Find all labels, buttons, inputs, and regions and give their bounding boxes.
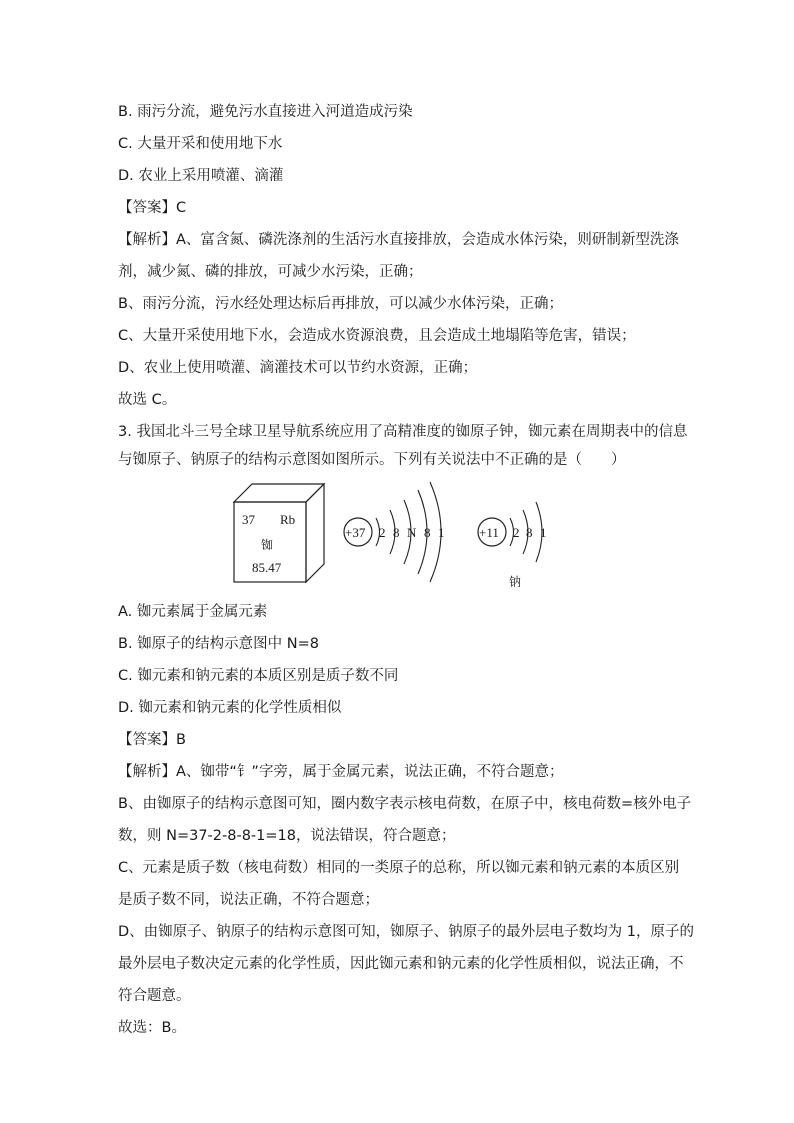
answer-2: 【答案】B <box>118 732 186 748</box>
selection-2: 故选：B。 <box>118 1020 186 1036</box>
rb-shell-label: 8 <box>424 525 431 540</box>
na-label: 钠 <box>509 575 522 589</box>
option-d: D. 农业上采用喷灌、滴灌 <box>118 168 284 184</box>
rb-nucleus: +37 <box>345 525 366 540</box>
explanation-1-line: 剂，减少氮、磷的排放，可减少水污染，正确； <box>118 264 423 280</box>
na-shell-label: 1 <box>540 525 547 540</box>
explanation-2-line: 最外层电子数决定元素的化学性质，因此铷元素和钠元素的化学性质相似，说法正确，不 <box>118 956 684 972</box>
element-name: 铷 <box>261 538 274 552</box>
na-nucleus: +11 <box>479 525 499 540</box>
selection-1: 故选 C。 <box>118 392 177 408</box>
question-3-line: 3. 我国北斗三号全球卫星导航系统应用了高精准度的铷原子钟，铷元素在周期表中的信息 <box>118 424 688 440</box>
option-b: B. 雨污分流，避免污水直接进入河道造成污染 <box>118 104 413 120</box>
question-3-option-a: A. 铷元素属于金属元素 <box>118 604 268 620</box>
explanation-2-line: B、由铷原子的结构示意图可知，圈内数字表示核电荷数，在原子中，核电荷数=核外电子 <box>118 796 692 812</box>
na-shell-label: 8 <box>526 525 533 540</box>
explanation-2-line: 【解析】A、铷带“钅”字旁，属于金属元素，说法正确，不符合题意； <box>118 764 564 780</box>
explanation-2-line: 是质子数不同，说法正确，不符合题意； <box>118 892 379 908</box>
question-3-option-d: D. 铷元素和钠元素的化学性质相似 <box>118 700 342 716</box>
rb-shell-label: 1 <box>438 525 445 540</box>
na-atom-diagram <box>478 502 547 589</box>
na-shell-label: 2 <box>513 525 520 540</box>
atomic-mass: 85.47 <box>252 560 282 575</box>
atomic-number: 37 <box>242 512 255 527</box>
element-card <box>234 484 324 582</box>
explanation-1-line: D、农业上使用喷灌、滴灌技术可以节约水资源，正确； <box>118 360 478 376</box>
rb-atom-diagram <box>344 482 445 582</box>
element-symbol: Rb <box>280 512 296 527</box>
explanation-2-line: C、元素是质子数（核电荷数）相同的一类原子的总称，所以铷元素和钠元素的本质区别 <box>118 860 680 876</box>
rb-shell-label: 2 <box>379 525 386 540</box>
explanation-1-line: B、雨污分流，污水经处理达标后再排放，可以减少水体污染，正确； <box>118 296 563 312</box>
explanation-1-line: C、大量开采使用地下水，会造成水资源浪费，且会造成土地塌陷等危害，错误； <box>118 328 636 344</box>
question-3-option-c: C. 铷元素和钠元素的本质区别是质子数不同 <box>118 668 399 684</box>
question-3-line: 与铷原子、钠原子的结构示意图如图所示。下列有关说法中不正确的是（ ） <box>118 452 626 468</box>
explanation-2-line: D、由铷原子、钠原子的结构示意图可知，铷原子、钠原子的最外层电子数均为 1，原子的 <box>118 924 694 940</box>
rb-shell-label: N <box>407 525 417 540</box>
explanation-1-line: 【解析】A、富含氮、磷洗涤剂的生活污水直接排放，会造成水体污染，则研制新型洗涤 <box>118 232 679 248</box>
answer-1: 【答案】C <box>118 200 187 216</box>
explanation-2-line: 符合题意。 <box>118 988 191 1004</box>
explanation-2-line: 数，则 N=37-2-8-8-1=18，说法错误，符合题意； <box>118 828 456 844</box>
atom-structure-figure <box>228 474 568 594</box>
question-3-option-b: B. 铷原子的结构示意图中 N=8 <box>118 636 319 652</box>
rb-shell-label: 8 <box>393 525 400 540</box>
option-c: C. 大量开采和使用地下水 <box>118 136 283 152</box>
